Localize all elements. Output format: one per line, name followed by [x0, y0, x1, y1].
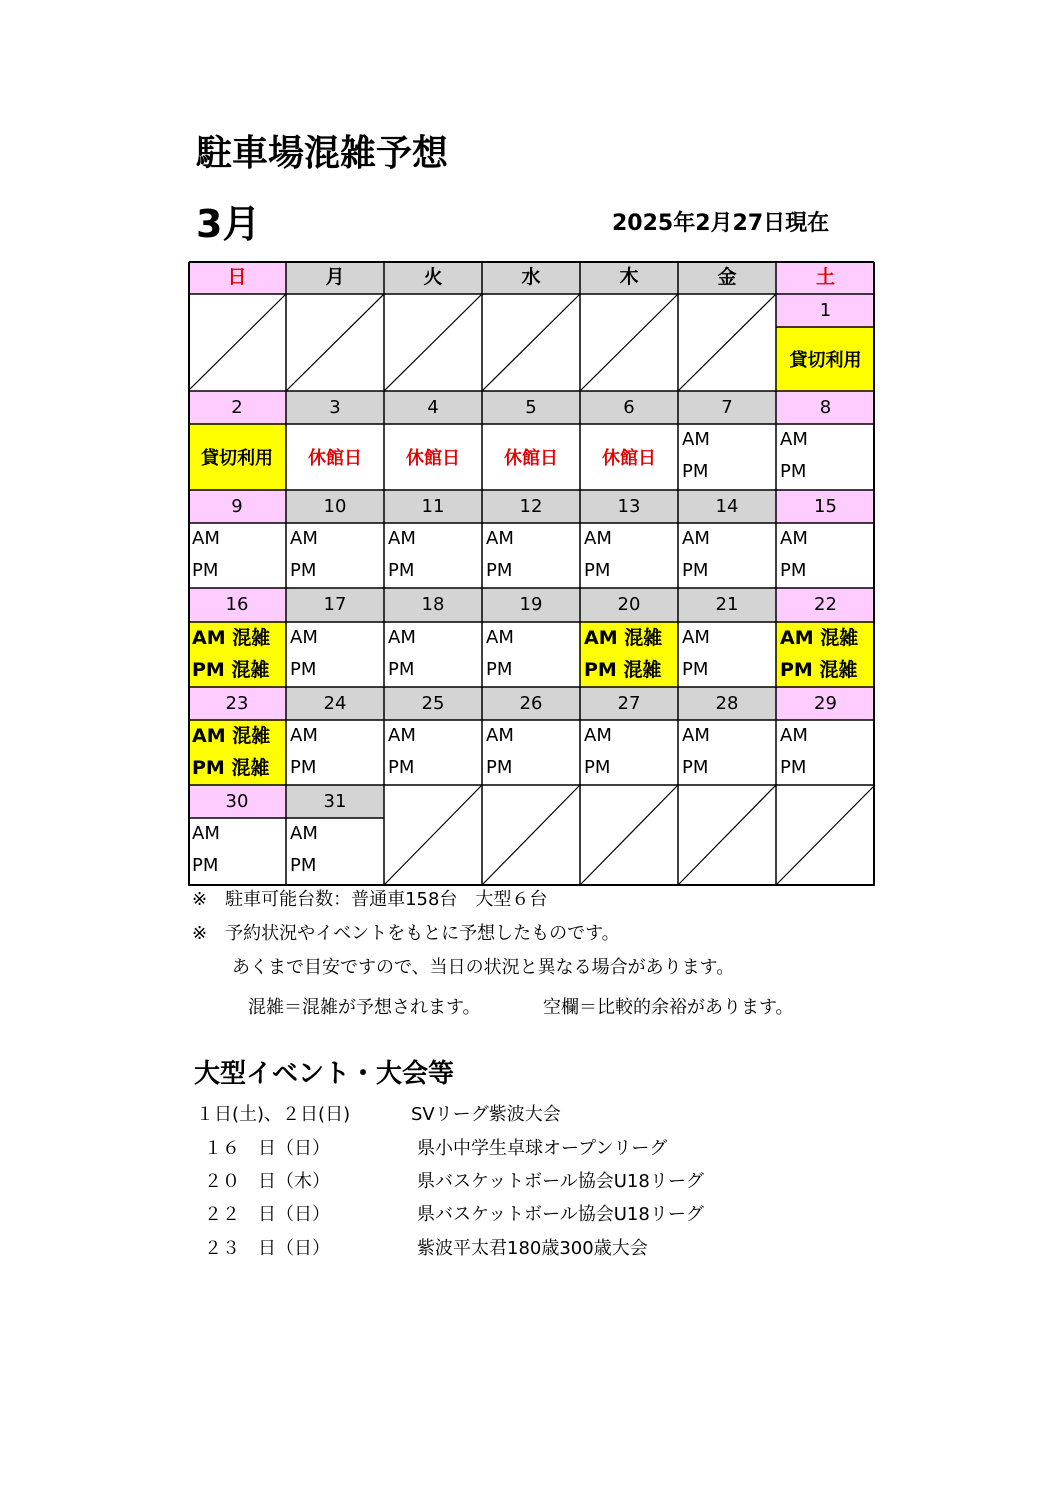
pm-busy-label: PM 混雑 [192, 757, 270, 779]
am-label: AM [584, 528, 612, 549]
pm-busy-label: PM 混雑 [192, 659, 270, 681]
am-label: AM [192, 528, 220, 549]
day-number: 23 [188, 687, 286, 720]
event-name: 紫波平太君180歳300歳大会 [417, 1238, 648, 1259]
empty-cell-slash [482, 785, 580, 885]
am-label: AM [486, 627, 514, 648]
day-number: 10 [286, 490, 384, 523]
empty-cell-slash [384, 294, 482, 391]
event-name: 県バスケットボール協会U18リーグ [417, 1171, 704, 1192]
closed-cell: 休館日 [308, 448, 362, 469]
pm-label: PM [486, 757, 513, 778]
am-label: AM [682, 528, 710, 549]
am-label: AM [780, 725, 808, 746]
day-number: 3 [286, 391, 384, 424]
pm-label: PM [682, 659, 709, 680]
day-number: 26 [482, 687, 580, 720]
am-label: AM [290, 725, 318, 746]
pm-busy-label: PM 混雑 [584, 659, 662, 681]
weekday-header-wed: 水 [482, 261, 580, 294]
day-number: 28 [678, 687, 776, 720]
legend-blank: 空欄＝比較的余裕があります。 [543, 997, 794, 1018]
am-label: AM [780, 429, 808, 450]
am-label: AM [486, 528, 514, 549]
weekday-header-sat: 土 [776, 261, 875, 294]
empty-cell-slash [580, 785, 678, 885]
am-label: AM [682, 725, 710, 746]
am-label: AM [388, 627, 416, 648]
empty-cell-slash [384, 785, 482, 885]
empty-cell-slash [482, 294, 580, 391]
day-number: 1 [776, 294, 875, 327]
day-number: 25 [384, 687, 482, 720]
pm-label: PM [682, 560, 709, 581]
pm-label: PM [290, 659, 317, 680]
month-label: 3月 [196, 202, 261, 246]
reserved-cell: 貸切利用 [776, 327, 875, 391]
day-number: 16 [188, 588, 286, 622]
note-disclaimer: あくまで目安ですので、当日の状況と異なる場合があります。 [232, 957, 735, 978]
pm-label: PM [682, 757, 709, 778]
event-date: ２２ 日（日） [204, 1204, 330, 1225]
pm-label: PM [682, 461, 709, 482]
am-label: AM [584, 725, 612, 746]
day-number: 17 [286, 588, 384, 622]
event-date: １６ 日（日） [204, 1138, 330, 1159]
empty-cell-slash [286, 294, 384, 391]
note-basis: ※ 予約状況やイベントをもとに予想したものです。 [192, 923, 620, 944]
day-number: 11 [384, 490, 482, 523]
event-name: SVリーグ紫波大会 [411, 1104, 561, 1125]
weekday-header-sun: 日 [188, 261, 286, 294]
pm-label: PM [780, 461, 807, 482]
weekday-header-fri: 金 [678, 261, 776, 294]
pm-label: PM [388, 659, 415, 680]
page-title: 駐車場混雑予想 [196, 133, 449, 174]
pm-label: PM [388, 757, 415, 778]
closed-cell: 休館日 [602, 448, 656, 469]
day-number: 2 [188, 391, 286, 424]
day-number: 20 [580, 588, 678, 622]
event-date: ２０ 日（木） [204, 1171, 330, 1192]
day-number: 24 [286, 687, 384, 720]
closed-cell: 休館日 [504, 448, 558, 469]
event-name: 県バスケットボール協会U18リーグ [417, 1204, 704, 1225]
empty-cell-slash [678, 294, 776, 391]
pm-label: PM [290, 855, 317, 876]
day-number: 31 [286, 785, 384, 818]
pm-label: PM [584, 560, 611, 581]
am-label: AM [290, 627, 318, 648]
day-number: 19 [482, 588, 580, 622]
day-number: 21 [678, 588, 776, 622]
event-date: ２３ 日（日） [204, 1238, 330, 1259]
am-label: AM [780, 528, 808, 549]
closed-cell: 休館日 [406, 448, 460, 469]
day-number: 4 [384, 391, 482, 424]
empty-cell-slash [188, 294, 286, 391]
pm-label: PM [290, 757, 317, 778]
calendar-grid [188, 261, 876, 887]
pm-label: PM [584, 757, 611, 778]
pm-label: PM [388, 560, 415, 581]
weekday-header-thu: 木 [580, 261, 678, 294]
pm-busy-label: PM 混雑 [780, 659, 858, 681]
day-number: 13 [580, 490, 678, 523]
day-number: 7 [678, 391, 776, 424]
note-capacity: ※ 駐車可能台数：普通車158台 大型６台 [192, 889, 548, 910]
pm-label: PM [780, 560, 807, 581]
event-name: 県小中学生卓球オープンリーグ [417, 1138, 668, 1159]
am-label: AM [682, 429, 710, 450]
day-number: 8 [776, 391, 875, 424]
day-number: 9 [188, 490, 286, 523]
pm-label: PM [486, 560, 513, 581]
am-label: AM [290, 528, 318, 549]
empty-cell-slash [678, 785, 776, 885]
weekday-header-mon: 月 [286, 261, 384, 294]
day-number: 30 [188, 785, 286, 818]
am-busy-label: AM 混雑 [584, 627, 663, 649]
as-of-date: 2025年2月27日現在 [612, 211, 830, 236]
pm-label: PM [192, 855, 219, 876]
pm-label: PM [486, 659, 513, 680]
day-number: 22 [776, 588, 875, 622]
am-label: AM [486, 725, 514, 746]
day-number: 5 [482, 391, 580, 424]
pm-label: PM [780, 757, 807, 778]
day-number: 27 [580, 687, 678, 720]
day-number: 29 [776, 687, 875, 720]
am-label: AM [192, 823, 220, 844]
am-label: AM [388, 528, 416, 549]
pm-label: PM [290, 560, 317, 581]
am-busy-label: AM 混雑 [780, 627, 859, 649]
events-title: 大型イベント・大会等 [194, 1059, 455, 1089]
legend-busy: 混雑＝混雑が予想されます。 [248, 997, 481, 1018]
event-date: １日(土)、２日(日) [196, 1104, 351, 1125]
day-number: 15 [776, 490, 875, 523]
am-busy-label: AM 混雑 [192, 725, 271, 747]
day-number: 14 [678, 490, 776, 523]
am-label: AM [682, 627, 710, 648]
reserved-cell: 貸切利用 [188, 424, 286, 490]
empty-cell-slash [580, 294, 678, 391]
day-number: 6 [580, 391, 678, 424]
am-busy-label: AM 混雑 [192, 627, 271, 649]
am-label: AM [388, 725, 416, 746]
weekday-header-tue: 火 [384, 261, 482, 294]
pm-label: PM [192, 560, 219, 581]
day-number: 12 [482, 490, 580, 523]
day-number: 18 [384, 588, 482, 622]
am-label: AM [290, 823, 318, 844]
empty-cell-slash [776, 785, 875, 885]
calendar [188, 261, 875, 886]
